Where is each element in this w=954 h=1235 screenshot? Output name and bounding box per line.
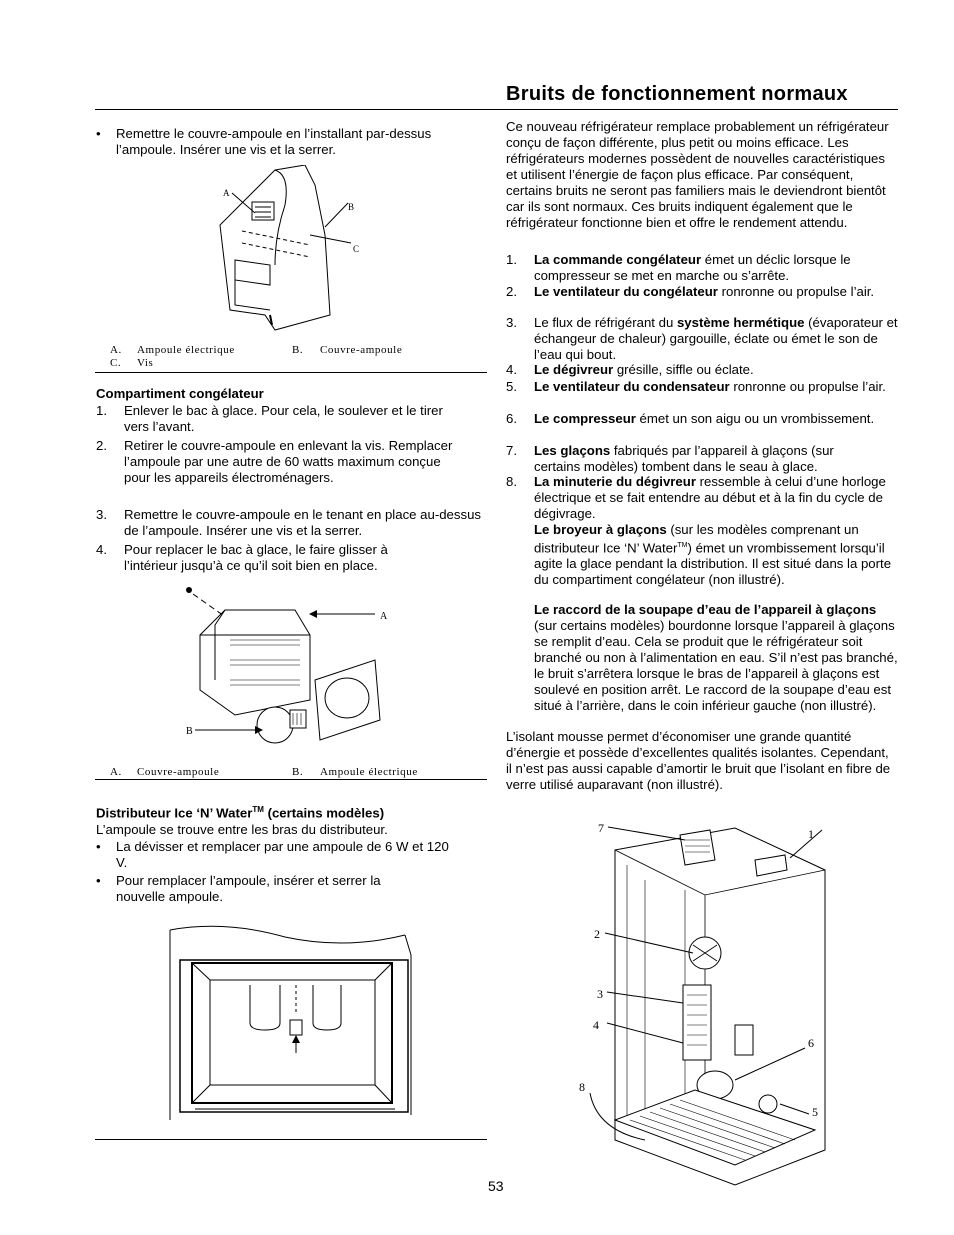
fig4-label-6: 6 (808, 1036, 814, 1050)
noise-item: 7. Les glaçons fabriqués par l’appareil à glaçons (sur certains modèles) tombent dans le seau à glace. (506, 443, 834, 474)
freezer-step: 4. Pour replacer le bac à glace, le faire glisser à l’intérieur jusqu’à ce qu’il soit bien en place. (96, 542, 388, 573)
noise-item: 5. Le ventilateur du condensateur ronronne ou propulse l’air. (506, 379, 886, 394)
page-title: Bruits de fonctionnement normaux (506, 83, 848, 105)
fig2-label-a: A (380, 611, 388, 622)
fig2-rule (95, 779, 487, 780)
dispenser-figure (165, 925, 415, 1125)
fig2-cap-a-letter: A. (110, 766, 122, 778)
noises-intro: Ce nouveau réfrigérateur remplace probablement un réfrigérateur conçu de façon différente, plus petit ou moins efficace. Les réfrigérateurs modernes possèdent de nouvelles caractéristiques et utilisent l’énergie de façon plus efficace. Par conséquent, certains bruits ne seront pas familiers mais le deviendront bientôt car ils sont normaux. Ces bruits indiquent également que le réfrigérateur fonctionne bien et offre le rendement attendu. (506, 119, 889, 230)
dispenser-heading: Distributeur Ice ‘N’ Water™ (certains modèles) (96, 805, 385, 821)
freezer-bulb-figure (175, 580, 405, 755)
fig4-label-1: 1 (808, 827, 814, 841)
fig3-rule (95, 1139, 487, 1140)
intro-bullet-text: Remettre le couvre-ampoule en l’installant par-dessus l’ampoule. Insérer une vis et la serrer. (116, 126, 432, 157)
fig1-cap-b-letter: B. (292, 344, 304, 356)
fig1-cap-c-letter: C. (110, 357, 122, 369)
freezer-step: 1. Enlever le bac à glace. Pour cela, le soulever et le tirer vers l’avant. (96, 403, 443, 434)
dispenser-bullet: • La dévisser et remplacer par une ampoule de 6 W et 120 V. (96, 839, 449, 870)
fig4-label-4: 4 (593, 1018, 599, 1032)
noise-item: 2. Le ventilateur du congélateur ronronne ou propulse l’air. (506, 284, 875, 299)
fig4-label-5: 5 (812, 1105, 818, 1119)
fig4-label-7: 7 (598, 821, 604, 835)
fig1-cap-b-text: Couvre-ampoule (320, 344, 403, 356)
fig4-label-8: 8 (579, 1080, 585, 1094)
fig4-label-3: 3 (597, 987, 603, 1001)
noise-item: 8. La minuterie du dégivreur ressemble à celui d’une horloge électrique et se fait entendre au début et à la fin du cycle de dégivrage. (506, 474, 886, 521)
fig1-label-c: C (353, 244, 360, 254)
noise-item: 1. La commande congélateur émet un déclic lorsque le compresseur se met en marche ou s’arrête. (506, 252, 851, 283)
intro-bullet (96, 126, 456, 160)
fig1-cap-c-text: Vis (137, 357, 154, 369)
page-number: 53 (488, 1178, 504, 1194)
fig4-label-2: 2 (594, 927, 600, 941)
fig1-rule (95, 372, 487, 373)
refrigerator-noises-figure (585, 820, 835, 1195)
freezer-step: 2. Retirer le couvre-ampoule en enlevant la vis. Remplacer l’ampoule par une autre de 60 watts maximum conçue pour les appareils électroménagers. (96, 438, 453, 485)
fig2-cap-b-letter: B. (292, 766, 304, 778)
ice-crusher-paragraph: Le broyeur à glaçons (sur les modèles comprenant un distributeur Ice ‘N’ Water™) émet un vrombissement lorsqu’il agite la glace pendant la distribution. Il est situé dans la porte du compartiment congélateur (non illustré). (534, 522, 892, 588)
fig2-cap-b-text: Ampoule électrique (320, 766, 418, 778)
fig1-cap-a-text: Ampoule électrique (137, 344, 235, 356)
noise-item: 4. Le dégivreur grésille, siffle ou éclate. (506, 362, 754, 377)
dispenser-intro: L’ampoule se trouve entre les bras du distributeur. (96, 822, 388, 837)
fig1-cap-a-letter: A. (110, 344, 122, 356)
water-valve-paragraph: Le raccord de la soupape d’eau de l’appareil à glaçons (sur certains modèles) bourdonne lorsque l’appareil à glaçons se remplit d’eau. Cela se produit que le réfrigérateur soit branché ou non à l’alimentation en eau. S’il n’est pas branché, le bruit s’arrêtera lorsque le bras de l’appareil à glaçons est soulevé en position arrêt. Le raccord de la soupape d’eau est situé à l’arrière, dans le coin inférieur gauche (non illustré). (534, 602, 898, 713)
bullet-mark: • (96, 126, 101, 141)
insulation-paragraph: L’isolant mousse permet d’économiser une grande quantité d’énergie et possède d’excellentes qualités isolantes. Cependant, il n’est pas aussi capable d’amortir le bruit que l’isolant en fibre de verre utilisé auparavant (non illustré). (506, 729, 891, 792)
fig1-label-a: A (223, 188, 231, 198)
fig2-cap-a-text: Couvre-ampoule (137, 766, 220, 778)
freezer-step: 3. Remettre le couvre-ampoule en le tenant en place au-dessus de l’ampoule. Insérer une vis et la serrer. (96, 507, 482, 538)
dispenser-bullet: • Pour remplacer l’ampoule, insérer et serrer la nouvelle ampoule. (96, 873, 381, 904)
header-rule (95, 109, 898, 110)
fig1-leader-lines (225, 185, 355, 250)
freezer-heading: Compartiment congélateur (96, 386, 264, 401)
fig2-caption (110, 764, 450, 778)
noise-item: 6. Le compresseur émet un son aigu ou un vrombissement. (506, 411, 875, 426)
fig1-label-b: B (348, 202, 355, 212)
fig1-caption (110, 342, 440, 372)
fig2-label-b: B (186, 726, 194, 737)
noise-item: 3. Le flux de réfrigérant du système hermétique (évaporateur et échangeur de chaleur) gargouille, éclate ou émet le son de l’eau qui bout. (506, 315, 898, 362)
